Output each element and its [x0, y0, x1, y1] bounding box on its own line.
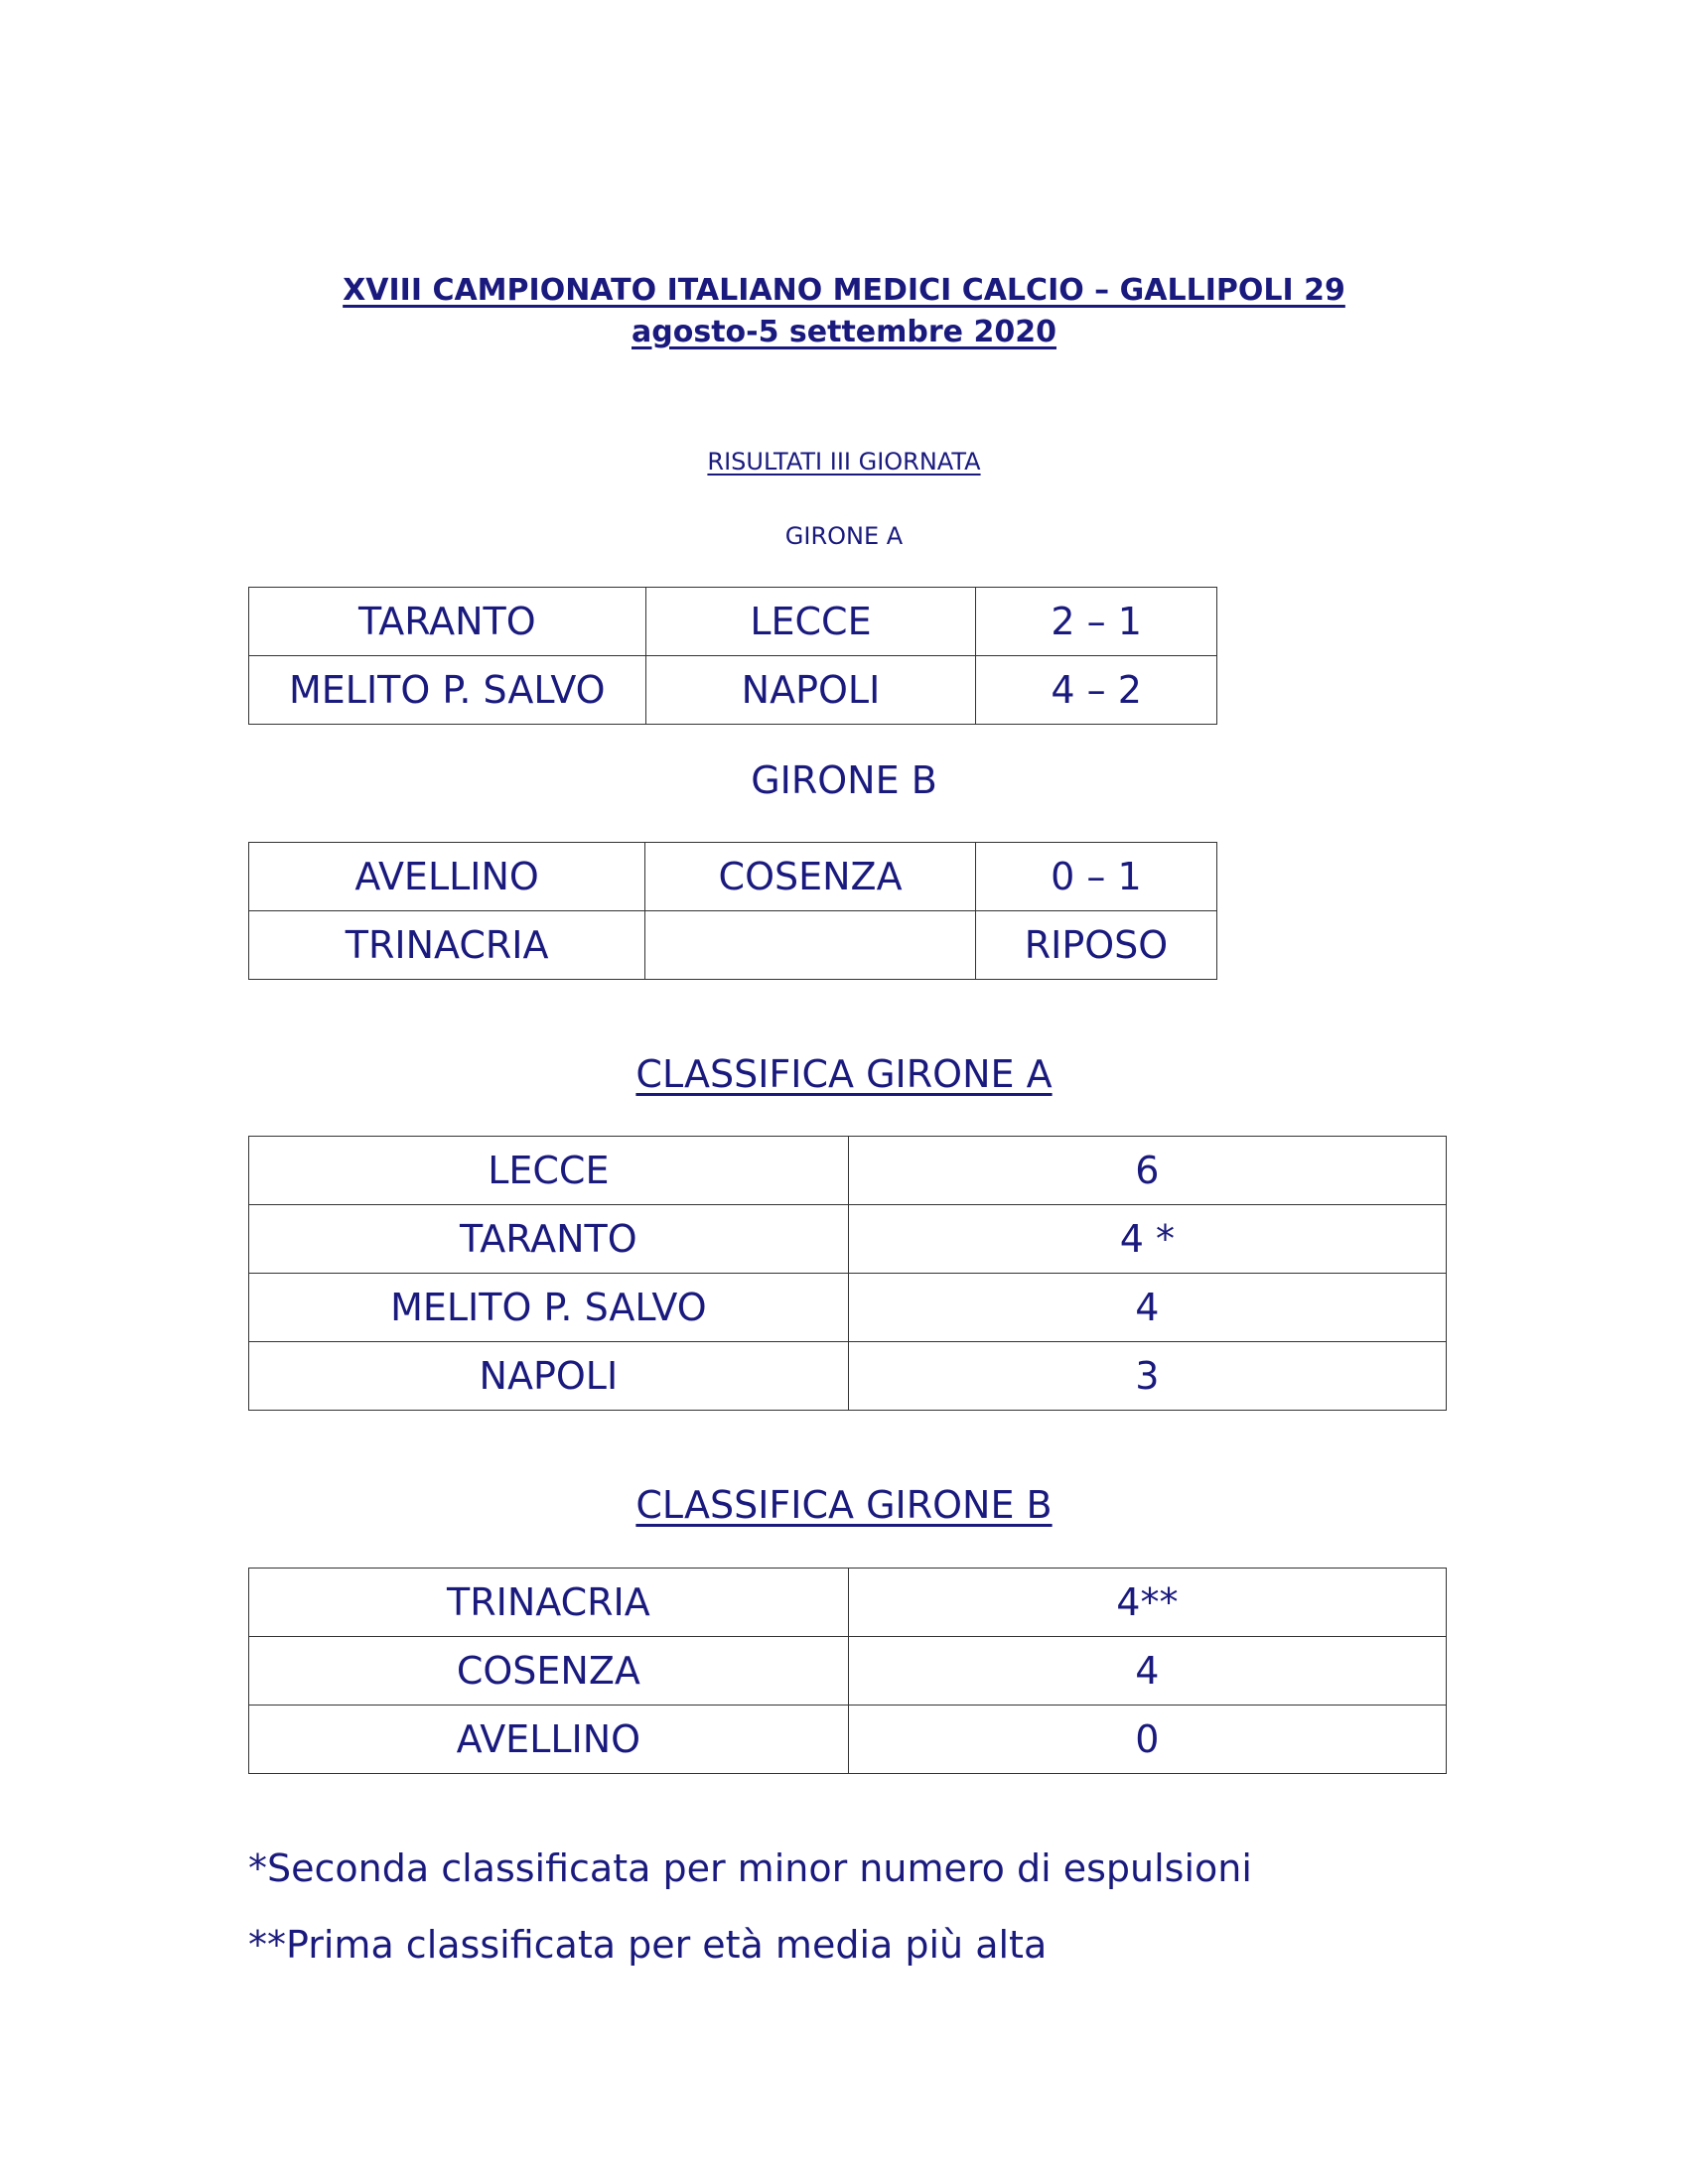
points-cell: 4 — [848, 1637, 1446, 1706]
points-cell: 4 * — [848, 1205, 1446, 1274]
score-cell: 2 – 1 — [976, 588, 1217, 656]
away-team-cell: NAPOLI — [645, 656, 976, 725]
group-a-standings-table — [248, 1136, 1447, 1411]
points-cell: 4** — [848, 1569, 1446, 1637]
table-row — [249, 1569, 1447, 1637]
table-row — [249, 1706, 1447, 1774]
footnote-average-age: **Prima classificata per età media più alta — [248, 1923, 1048, 1967]
team-cell: AVELLINO — [249, 1706, 849, 1774]
table-row — [249, 656, 1217, 725]
group-b-heading: GIRONE B — [751, 758, 937, 802]
table-row — [249, 588, 1217, 656]
table-row — [249, 1205, 1447, 1274]
team-cell: TARANTO — [249, 1205, 849, 1274]
round-heading: RISULTATI III GIORNATA — [707, 448, 981, 476]
table-row — [249, 1342, 1447, 1411]
home-team-cell: TARANTO — [249, 588, 646, 656]
away-team-cell — [645, 911, 976, 980]
team-cell: LECCE — [249, 1137, 849, 1205]
page-title-line-1: XVIII CAMPIONATO ITALIANO MEDICI CALCIO – GALLIPOLI 29 — [343, 273, 1345, 308]
table-row — [249, 1137, 1447, 1205]
score-cell: 0 – 1 — [975, 843, 1216, 911]
group-a-results-table — [248, 587, 1217, 725]
standings-a-heading: CLASSIFICA GIRONE A — [635, 1052, 1053, 1096]
team-cell: NAPOLI — [249, 1342, 849, 1411]
team-cell: MELITO P. SALVO — [249, 1274, 849, 1342]
table-row — [249, 1274, 1447, 1342]
table-row — [249, 843, 1217, 911]
points-cell: 0 — [848, 1706, 1446, 1774]
score-cell: RIPOSO — [975, 911, 1216, 980]
group-b-standings-table — [248, 1568, 1447, 1774]
home-team-cell: TRINACRIA — [249, 911, 645, 980]
group-b-results-table — [248, 842, 1217, 980]
team-cell: TRINACRIA — [249, 1569, 849, 1637]
page-title — [248, 270, 1440, 353]
home-team-cell: AVELLINO — [249, 843, 645, 911]
group-a-heading: GIRONE A — [784, 522, 904, 550]
points-cell: 3 — [848, 1342, 1446, 1411]
page-title-line-2: agosto-5 settembre 2020 — [632, 315, 1056, 349]
home-team-cell: MELITO P. SALVO — [249, 656, 646, 725]
score-cell: 4 – 2 — [976, 656, 1217, 725]
away-team-cell: COSENZA — [645, 843, 976, 911]
table-row — [249, 1637, 1447, 1706]
points-cell: 4 — [848, 1274, 1446, 1342]
points-cell: 6 — [848, 1137, 1446, 1205]
table-row — [249, 911, 1217, 980]
footnote-expulsions: *Seconda classificata per minor numero di espulsioni — [248, 1846, 1252, 1890]
team-cell: COSENZA — [249, 1637, 849, 1706]
away-team-cell: LECCE — [645, 588, 976, 656]
standings-b-heading: CLASSIFICA GIRONE B — [635, 1483, 1053, 1527]
